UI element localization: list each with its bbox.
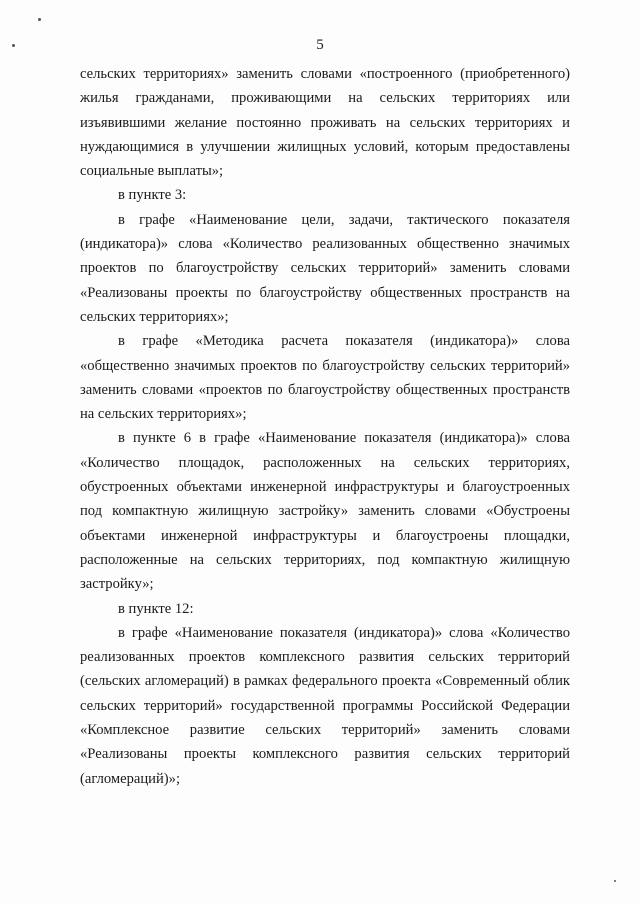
document-body [80,62,570,791]
paragraph-2: в пункте 3: [118,187,187,204]
scan-speck [614,880,616,882]
paragraph-6: в пункте 12: [118,600,194,617]
page-number: 5 [316,37,324,53]
paragraph-4: в графе «Методика расчета показателя (индикатора)» слова «общественно значимых проектов по благоустройству сельских территорий» заменить словами «проектов по благоустройству общественных пространств на сельских территориях»; [80,333,570,423]
paragraph-3: в графе «Наименование цели, задачи, тактического показателя (индикатора)» слова «Количество реализованных общественно значимых проектов по благоустройству сельских территорий» заменить словами «Реализованы проекты по благоустройству общественных пространств на сельских территориях»; [80,211,570,325]
paragraph-1: сельских территориях» заменить словами «построенного (приобретенного) жилья гражданами, проживающими на сельских территориях или изъявившими желание постоянно проживать на сельских территориях и нуждающимися в улучшении жилищных условий, которым предоставлены социальные выплаты»; [80,66,570,180]
paragraph-7: в графе «Наименование показателя (индикатора)» слова «Количество реализованных проектов комплексного развития сельских территорий (сельских агломераций) в рамках федерального проекта «Современный облик сельских территорий» государственной программы Российской Федерации «Комплексное развитие сельских территорий» заменить словами «Реализованы проекты комплексного развития сельских территорий (агломераций)»; [80,624,570,787]
paragraph-5: в пункте 6 в графе «Наименование показателя (индикатора)» слова «Количество площадок, расположенных на сельских территориях, обустроенных объектами инженерной инфраструктуры и благоустроенных под компактную жилищную застройку» заменить словами «Обустроены объектами инженерной инфраструктуры и благоустроены площадки, расположенные на сельских территориях, под компактную жилищную застройку»; [80,430,570,593]
scan-speck [38,18,41,21]
scan-speck [12,44,15,47]
